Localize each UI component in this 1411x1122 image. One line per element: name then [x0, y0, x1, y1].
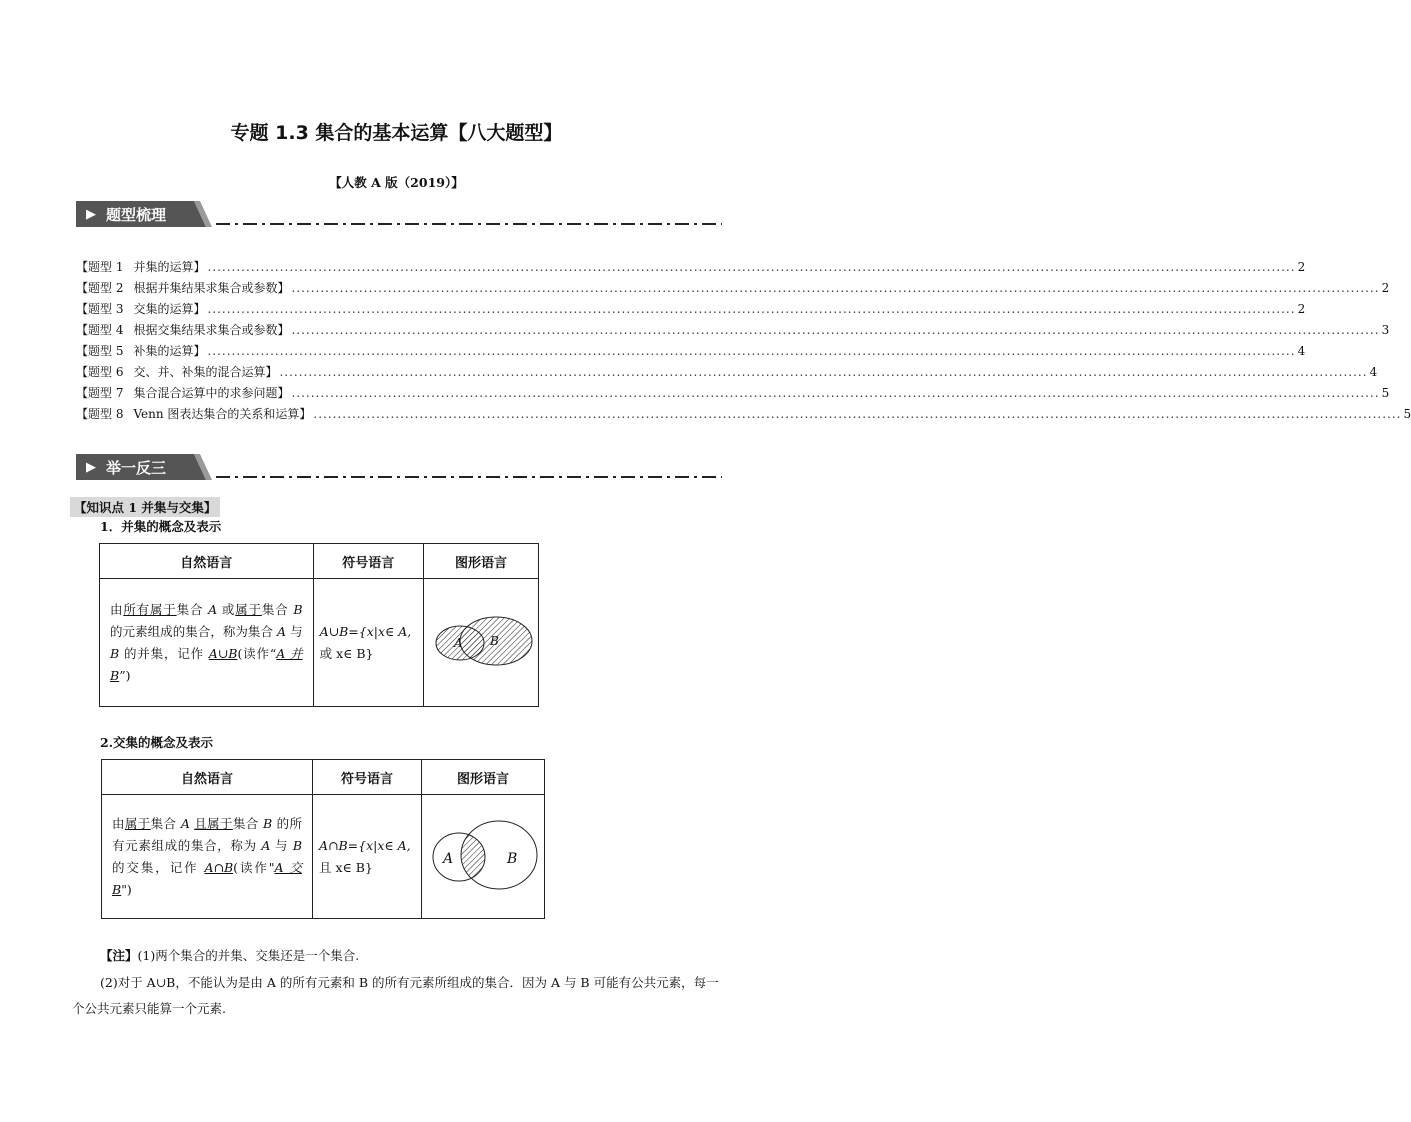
- toc-item[interactable]: [76, 384, 1390, 405]
- toc-page: 4: [1369, 365, 1378, 379]
- intersection-heading: 2.交集的概念及表示: [100, 735, 214, 750]
- column-header: 符号语言: [313, 544, 423, 579]
- intersection-symbol-line2: 且 x∈ B}: [319, 859, 373, 875]
- union-symbol-line1: A∪B={x|x∈ A,: [319, 623, 412, 639]
- union-heading: 1．并集的概念及表示: [100, 519, 222, 534]
- toc-item[interactable]: [76, 405, 1411, 426]
- toc-name: 并集的运算: [133, 260, 194, 274]
- column-header: 自然语言: [100, 544, 314, 579]
- set-b-label: B: [507, 851, 518, 867]
- play-arrow-icon: ▶: [86, 460, 96, 475]
- toc-item[interactable]: [76, 321, 1390, 342]
- toc-page: 2: [1297, 302, 1306, 316]
- toc-bracket: 】: [299, 407, 312, 421]
- toc-page: 4: [1297, 344, 1306, 358]
- toc-name: 根据并集结果求集合或参数: [133, 281, 278, 295]
- union-venn-diagram: [426, 611, 536, 671]
- toc-leader: ..................................................................................................................................................................................................................................: [291, 281, 1380, 295]
- intersection-graphic-language: [422, 795, 545, 919]
- intersection-symbol-language: [313, 795, 422, 919]
- toc-tag: 【题型 1: [76, 260, 124, 274]
- toc-bracket: 】: [193, 344, 206, 358]
- column-header: 符号语言: [313, 760, 422, 795]
- set-b-label: B: [490, 634, 499, 648]
- toc-page: 5: [1381, 386, 1390, 400]
- intersection-natural-language: 由属于集合 A 且属于集合 B 的所有元素组成的集合，称为 A 与 B 的交集，记作 A∩B(读作"A 交 B"): [102, 795, 313, 919]
- toc-bracket: 】: [277, 386, 290, 400]
- toc-tag: 【题型 3: [76, 302, 124, 316]
- toc-tag: 【题型 4: [76, 323, 124, 337]
- intersection-table: [101, 759, 545, 919]
- toc-leader: ..................................................................................................................................................................................................................................: [207, 302, 1296, 316]
- intersection-symbol-line1: A∩B={x|x∈ A,: [319, 837, 411, 853]
- toc-item[interactable]: [76, 279, 1390, 300]
- section-banner-examples: [76, 453, 722, 483]
- banner-label: 举一反三: [106, 459, 167, 477]
- banner-graphic: [76, 453, 722, 483]
- union-symbol-language: [313, 579, 423, 707]
- union-graphic-language: [424, 579, 539, 707]
- knowledge-point-label: 【知识点 1 并集与交集】: [70, 497, 220, 517]
- toc-item[interactable]: [76, 342, 1306, 363]
- toc-item[interactable]: [76, 300, 1306, 321]
- page-title: 专题 1.3 集合的基本运算【八大题型】: [230, 122, 563, 144]
- section-banner-types: [76, 200, 722, 230]
- toc-page: 2: [1381, 281, 1390, 295]
- toc-name: 集合混合运算中的求参问题: [133, 386, 278, 400]
- toc-item[interactable]: [76, 363, 1378, 384]
- toc-bracket: 】: [277, 323, 290, 337]
- toc-name: 交、并、补集的混合运算: [133, 365, 266, 379]
- union-table: [99, 543, 539, 707]
- page-subtitle: 【人教 A 版（2019）】: [329, 175, 464, 190]
- toc-tag: 【题型 2: [76, 281, 124, 295]
- banner-graphic: [76, 200, 722, 230]
- toc-name: 补集的运算: [133, 344, 194, 358]
- union-symbol-line2: 或 x∈ B}: [319, 645, 374, 661]
- union-natural-language: 由所有属于集合 A 或属于集合 B 的元素组成的集合，称为集合 A 与 B 的并集，记作 A∪B(读作“A 并 B”): [100, 579, 314, 707]
- toc-leader: ..................................................................................................................................................................................................................................: [291, 323, 1380, 337]
- toc-tag: 【题型 7: [76, 386, 124, 400]
- toc-bracket: 】: [193, 302, 206, 316]
- toc-leader: ..................................................................................................................................................................................................................................: [207, 260, 1296, 274]
- note-1: [100, 943, 722, 969]
- banner-label: 题型梳理: [106, 206, 167, 224]
- play-arrow-icon: ▶: [86, 207, 96, 222]
- table-of-contents: [76, 258, 1411, 426]
- set-a-label: A: [454, 636, 463, 650]
- toc-tag: 【题型 8: [76, 407, 124, 421]
- toc-bracket: 】: [277, 281, 290, 295]
- toc-tag: 【题型 6: [76, 365, 124, 379]
- toc-item[interactable]: [76, 258, 1306, 279]
- toc-bracket: 】: [193, 260, 206, 274]
- toc-leader: ..................................................................................................................................................................................................................................: [279, 365, 1368, 379]
- toc-name: 交集的运算: [133, 302, 194, 316]
- column-header: 图形语言: [424, 544, 539, 579]
- toc-page: 2: [1297, 260, 1306, 274]
- toc-page: 5: [1403, 407, 1411, 421]
- toc-leader: ..................................................................................................................................................................................................................................: [207, 344, 1296, 358]
- toc-name: Venn 图表达集合的关系和运算: [133, 407, 300, 421]
- toc-tag: 【题型 5: [76, 344, 124, 358]
- set-a-label: A: [443, 851, 454, 867]
- toc-name: 根据交集结果求集合或参数: [133, 323, 278, 337]
- column-header: 图形语言: [422, 760, 545, 795]
- column-header: 自然语言: [102, 760, 313, 795]
- note-tag: 【注】: [100, 948, 138, 963]
- note-1-text: (1)两个集合的并集、交集还是一个集合.: [137, 948, 360, 963]
- note-2: (2)对于 A∪B，不能认为是由 A 的所有元素和 B 的所有元素所组成的集合．因为 A 与 B 可能有公共元素，每一个公共元素只能算一个元素.: [72, 975, 719, 1016]
- toc-leader: ..................................................................................................................................................................................................................................: [291, 386, 1380, 400]
- toc-page: 3: [1381, 323, 1390, 337]
- toc-leader: ..................................................................................................................................................................................................................................: [313, 407, 1402, 421]
- intersection-venn-diagram: [425, 817, 541, 893]
- toc-bracket: 】: [265, 365, 278, 379]
